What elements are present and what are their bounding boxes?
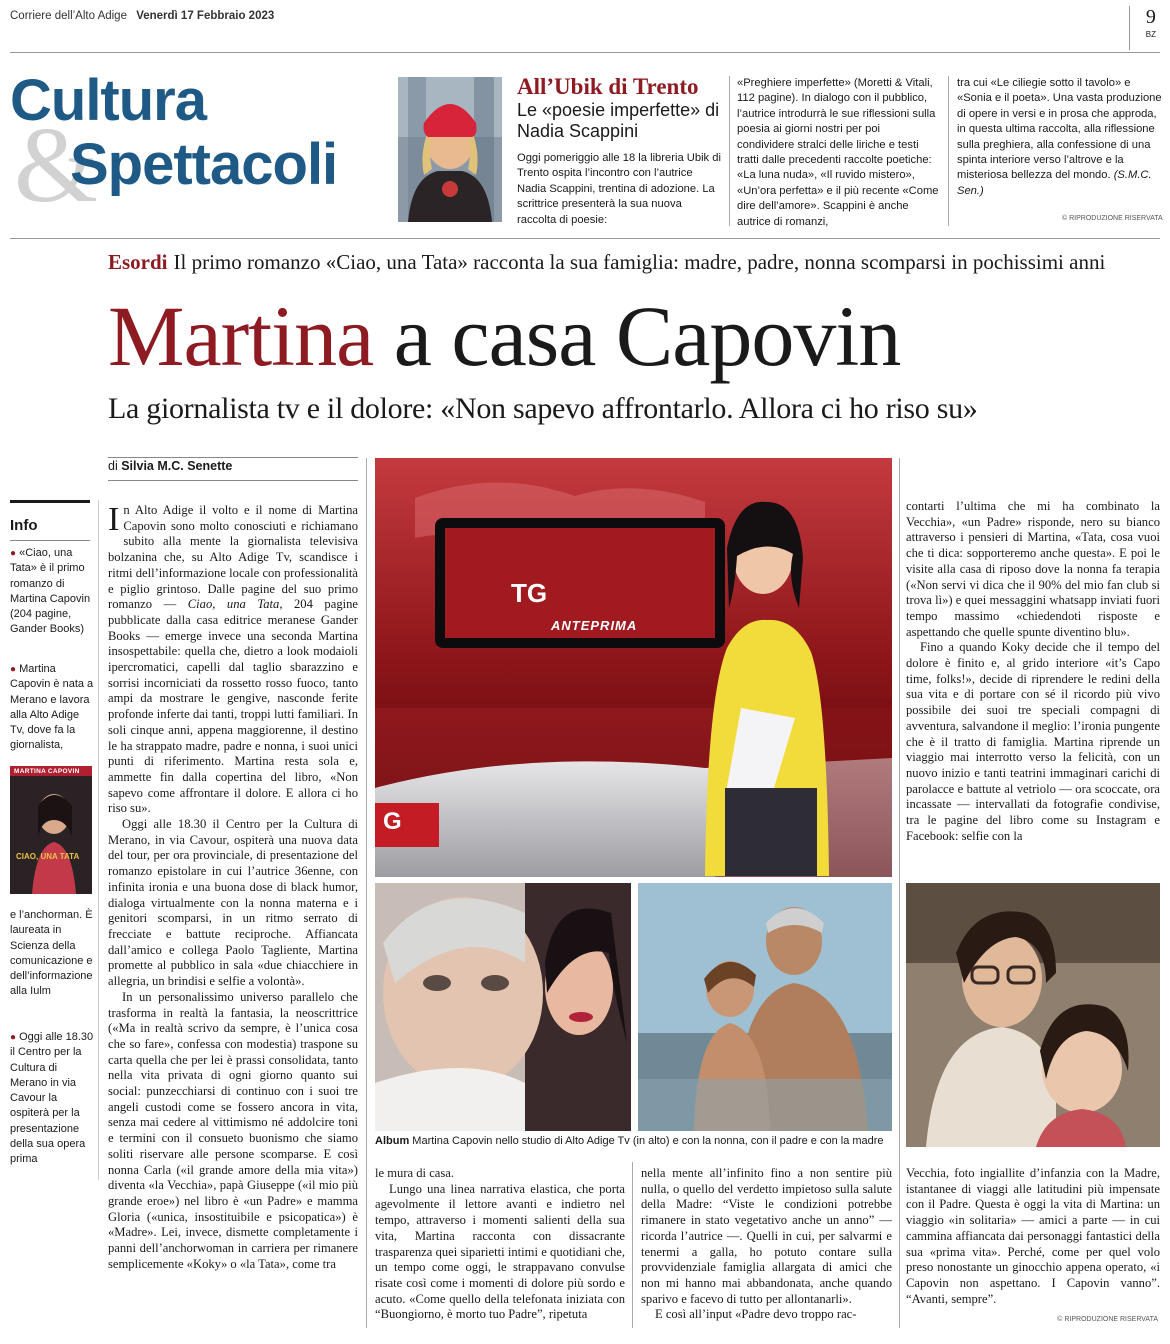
bullet-icon: ● bbox=[10, 1032, 17, 1043]
bullet-icon: ● bbox=[10, 548, 17, 559]
paragraph bbox=[108, 503, 358, 817]
photo-with-mother bbox=[906, 883, 1160, 1147]
paragraph-text: n Alto Adige il volto e il nome di Martina Capovin sono molto conosciuti e richiamano subito alla mente la giornalista televisiva bolzanina che, su Alto Adige Tv, scandisce i ritmi dell’informazione locale con professionalità e piglio grintoso. Dalle pagine del suo primo romanzo — bbox=[108, 503, 358, 612]
paragraph-text: , 204 pagine pubblicate dalla casa editrice meranese Gander Books — emerge invece una seconda Martina insospettabile: quella che, dietro a look modaioli ipercromatici, capelli dal taglio sbarazzino e sorrisi incorniciati da rossetto rosso fuoco, tanto ampi da mostrare le gengive, nasconde ferite profonde inferte dai tanti, troppi lutti familiari. In soli cinque anni, appena maggiorenne, il destino le ha strappato madre, padre e nonna, i suoi unici punti di riferimento. Martina resta sola e, ammette fin dalla copertina del libro, «Non sapevo come affrontare il dolore. E allora ci ho riso su». bbox=[108, 597, 358, 816]
info-divider bbox=[98, 500, 99, 1180]
article-column-1 bbox=[108, 503, 358, 1272]
article-column-4-top bbox=[906, 499, 1160, 844]
ubik-column-3 bbox=[957, 76, 1162, 199]
ubik-column-2: «Preghiere imperfette» (Moretti & Vitali, 112 pagine). In dialogo con il pubblico, l’autrice introdurrà le sue riflessioni sulla poesia ai giorni nostri per poi condividere stralci delle liriche e testi tratti dalle precedenti raccolte poetiche: «La luna nuda», «Il ruvido mistero», «Un’ora perfetta» e il più recente «Come dire dell’amore». Scappini è anche autrice di romanzi, bbox=[737, 77, 939, 228]
headline-name: Martina bbox=[108, 288, 374, 384]
paragraph: Vecchia, foto ingiallite d’infanzia con la Madre, istantanee di viaggi alle latitudini più impensate con il Padre. Questa è oggi la vita di Martina: un viaggio «in solitaria» — amici a parte — in cui cammina affiancata dai personaggi fantastici della sua «prima vita». Perché, come per quel volo preso nonostante un ginocchio appena operato, «i Capovin non aspettano. I Capovin vanno”. “Avanti, sempre”. bbox=[906, 1166, 1160, 1306]
bullet-icon: ● bbox=[10, 664, 17, 675]
book-title-inline: Ciao, una Tata bbox=[187, 597, 280, 612]
header-divider bbox=[1129, 6, 1130, 50]
caption-label: Album bbox=[375, 1135, 410, 1147]
paragraph: In un personalissimo universo parallelo che trasforma in realtà la fantasia, la neoscrittrice («Ma in realtà scrivo da sempre, è l’unica cosa che so fare», confessa con modestia) traspone su carta quella che per lei è prassi consolidata, tanto nella vita privata di ogni giorno quanto sui social: punzecchiarsi di continuo con i suoi tre angeli custodi come se fossero ancora in vita, senza mai cedere al vittimismo né addolcire toni e termini con il consueto buonismo che siamo soliti riservare alle persone scomparse. E così nonna Carla («il grande amore della mia vita») diventa «la Vecchia», papà Giuseppe («il mio più grande eroe») nel libro è «un Padre» e mamma Gloria («unica, insostituibile e psicopatica») è «Madre». Lei, invece, dismette completamente i panni dell’anchorwoman in carriera per rimanere semplicemente «Koky» o «la Tata», come tra bbox=[108, 989, 358, 1271]
byline-prefix: di bbox=[108, 459, 118, 473]
info-item-1-text: «Ciao, una Tata» è il primo romanzo di Martina Capovin (204 pagine, Gander Books) bbox=[10, 547, 91, 636]
ubik-column-3-text: tra cui «Le ciliegie sotto il tavolo» e «Sonia e il poeta». Una vasta produzione di opere in versi e in prosa che approda, in questa ultima raccolta, alla riflessione sulla preghiera, alla confessione di una spinta interiore verso l’altrove e la misteriosa bellezza del mondo. bbox=[957, 77, 1162, 182]
caption-text: Martina Capovin nello studio di Alto Adige Tv (in alto) e con la nonna, con il padre e con la madre bbox=[412, 1135, 884, 1147]
article-kicker: Esordi bbox=[108, 250, 168, 274]
section-rule bbox=[10, 238, 1160, 239]
edition-code: BZ bbox=[1145, 30, 1156, 39]
book-cover bbox=[10, 766, 92, 894]
page-number-value: 9 bbox=[1145, 6, 1156, 28]
section-title-cultura: Cultura bbox=[10, 68, 206, 133]
article-overline bbox=[108, 250, 1105, 275]
byline bbox=[108, 459, 232, 473]
info-item-2 bbox=[10, 662, 94, 754]
photo-with-father bbox=[638, 883, 892, 1131]
studio-photo bbox=[375, 458, 892, 877]
publication-name: Corriere dell’Alto Adige bbox=[10, 10, 127, 22]
header-rule bbox=[10, 52, 1160, 53]
desk-logo: G bbox=[383, 808, 402, 835]
info-rule-top bbox=[10, 500, 90, 503]
ubik-divider-1 bbox=[729, 76, 730, 226]
page-number bbox=[1146, 8, 1156, 44]
ubik-copyright: © RIPRODUZIONE RISERVATA bbox=[1062, 215, 1163, 222]
info-item-1 bbox=[10, 546, 94, 638]
article-column-3 bbox=[641, 1166, 892, 1323]
paragraph: Oggi alle 18.30 il Centro per la Cultura di Merano, in via Cavour, ospiterà una nuova data del tour, per ora provinciale, di presentazione del romanzo epistolare in cui l’autrice 36enne, con infinita ironia e una buona dose di black humor, dialoga virtualmente con la nonna materna e i genitori scomparsi, in un ritmo serrato di frecciate e battute reciproche. Affiancata dall’amico e collega Paolo Tagliente, Martina promette al pubblico in sala «due chiacchiere in allegria, un brindisi e selfie a volontà». bbox=[108, 817, 358, 989]
tg-logo-subtitle: ANTEPRIMA bbox=[551, 618, 638, 633]
dropcap: I bbox=[108, 501, 120, 538]
info-rule-bottom bbox=[10, 540, 90, 541]
section-logo bbox=[10, 66, 385, 225]
paragraph: Lungo una linea narrativa elastica, che porta agevolmente il lettore avanti e indietro nel tempo, attraverso i momenti salienti della sua vita, Martina racconta con dissacrante trasparenza quei siparietti intimi e quotidiani che, un tempo come oggi, le strappavano convulse risate così come i momenti di dolore più sordo e acuto. «Come quello della telefonata iniziata con “Buongiorno, è morto tuo Padre”, ripetuta bbox=[375, 1181, 625, 1322]
page-header bbox=[10, 10, 274, 22]
byline-rule-bottom bbox=[108, 480, 358, 481]
paragraph: Fino a quando Koky decide che il tempo del dolore è finito e, al grido interiore «it’s Capo time, folks!», decide di riprendere le redini della sua vita e di portare con sé il ricordo più vivo possibile dei suoi tre speciali compagni di avventura, salvandone il meglio: l’ironia pungente che è il tratto di famiglia. Martina riprende un viaggio mai interrotto verso la felicità, con un nuovo inizio e tanti teatrini immaginari carichi di parolacce e battute al vetriolo — ora scoccate, ora incassate — intervallati da fotografie condivise, tra le pagine del libro come su Instagram e Facebook: selfie con la bbox=[906, 640, 1160, 843]
ubik-divider-2 bbox=[948, 76, 949, 226]
paragraph: contarti l’ultima che mi ha combinato la Vecchia», «un Padre» risponde, nero su bianco attraverso i pensieri di Martina, «Tata, cosa vuoi che ti dica: sopporteremo anche questa». E poi le visite alla casa di riposo dove la nonna fa terapia («Non servi vi dica che il 90% del mio fan club si trova lì») e quei messaggini whatsapp inviati fuori tempo massimo «chiedendoti risposte e aspettando che quelle spunte diventino blu». bbox=[906, 499, 1160, 639]
section-ampersand: & bbox=[14, 106, 99, 225]
paragraph: le mura di casa. bbox=[375, 1166, 455, 1180]
info-item-3-text: Oggi alle 18.30 il Centro per la Cultura di Merano in via Cavour la ospiterà per la presentazione della sua opera prima bbox=[10, 1031, 94, 1166]
article-column-2 bbox=[375, 1166, 625, 1323]
info-item-3 bbox=[10, 1030, 94, 1168]
book-author: MARTINA CAPOVIN bbox=[14, 768, 80, 775]
section-title-spettacoli: Spettacoli bbox=[70, 132, 338, 197]
nadia-scappini-photo bbox=[398, 77, 502, 222]
tg-logo: TG bbox=[511, 578, 548, 608]
ubik-signature: (S.M.C. Sen.) bbox=[957, 169, 1152, 197]
info-title: Info bbox=[10, 517, 38, 534]
photo-caption bbox=[375, 1135, 884, 1147]
article-column-4-bottom bbox=[906, 1166, 1160, 1307]
subheadline: La giornalista tv e il dolore: «Non sapevo affrontarlo. Allora ci ho riso su» bbox=[108, 392, 978, 425]
info-item-2-continued: e l’anchorman. È laureata in Scienza della comunicazione e dell’informazione alla Iulm bbox=[10, 909, 93, 998]
byline-rule-top bbox=[108, 457, 358, 458]
column-divider-3 bbox=[899, 458, 900, 1328]
headline-rest: a casa Capovin bbox=[393, 288, 901, 384]
paragraph: E così all’input «Padre devo troppo rac- bbox=[655, 1307, 857, 1322]
author-name: Silvia M.C. Senette bbox=[121, 459, 233, 473]
ubik-kicker: All’Ubik di Trento bbox=[517, 74, 699, 99]
column-divider-2 bbox=[632, 1162, 633, 1328]
ubik-subtitle: Le «poesie imperfette» di Nadia Scappini bbox=[517, 100, 720, 141]
paragraph: nella mente all’infinito fino a non sentire più nulla, o quello del verdetto impietoso sulla salute della Madre: “Viste le condizioni potrebbe rimanere in stato vegetativo anche un anno” — ricorda l’autrice —. Quelli in cui, per salvarmi e tenermi a galla, ho potuto contare sulla provvidenziale famiglia allargata di amici che non mi hanno mai abbandonata, anche quando sparivo e facevo di tutto per allontanarli». bbox=[641, 1166, 892, 1306]
article-copyright: © RIPRODUZIONE RISERVATA bbox=[1057, 1316, 1158, 1323]
headline bbox=[108, 286, 900, 386]
photo-with-grandmother bbox=[375, 883, 631, 1131]
issue-date: Venerdì 17 Febbraio 2023 bbox=[136, 10, 275, 22]
column-divider-1 bbox=[366, 458, 367, 1328]
book-title: CIAO, UNA TATA bbox=[16, 852, 80, 861]
overline-text: Il primo romanzo «Ciao, una Tata» racconta la sua famiglia: madre, padre, nonna scomparsi in pochissimi anni bbox=[173, 250, 1106, 274]
ubik-column-1: Oggi pomeriggio alle 18 la libreria Ubik di Trento ospita l’incontro con l’autrice Nadia Scappini, trentina di adozione. La scrittrice presenterà la sua nuova raccolta di poesie: bbox=[517, 152, 721, 226]
info-item-2-text: Martina Capovin è nata a Merano e lavora alla Alto Adige Tv, dove fa la giornalista, bbox=[10, 663, 94, 752]
